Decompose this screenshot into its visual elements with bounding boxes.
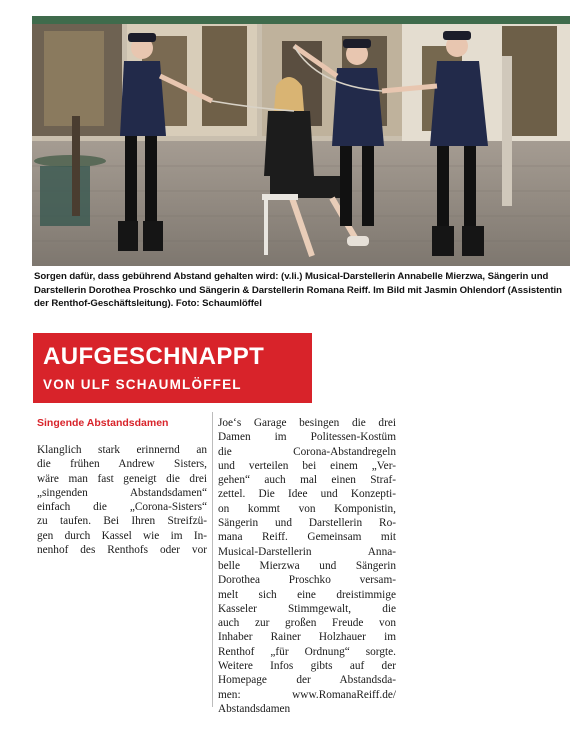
article-line: belle Mierzwa und Sängerin [218, 559, 396, 572]
article-line: Sängerin und Darstellerin Ro- [218, 517, 396, 530]
caption-text: Sorgen dafür, dass gebührend Abstand gehalten wird: (v.li.) Musical-Darstellerin Annabelle Mierzwa, Sängerin und Darstellerin Dorothea Proschko und Sängerin & Darstellerin Romana Reiff. Im Bild mit Jasmin Ohlendorf (Assistentin der Renthof-Geschäftsleitung). [34, 271, 562, 309]
article-line: Musical-Darstellerin Anna- [218, 545, 396, 558]
article-line: wäre man fast geneigt die drei [37, 472, 207, 485]
article-line: nenhof des Renthofs oder vor [37, 544, 207, 557]
article-line: die Corona-Abstandregeln [218, 445, 396, 458]
article-line: Abstandsdamen [218, 702, 291, 715]
article-line: Klanglich stark erinnernd an [37, 444, 207, 456]
article-line: Damen im Politessen-Kostüm [218, 431, 396, 444]
photo-caption [34, 270, 572, 311]
article-line: Dorothea Proschko versam- [218, 574, 396, 587]
column-banner [33, 333, 312, 403]
article-line: Homepage der Abstandsda- [218, 674, 396, 687]
banner-author: VON ULF SCHAUMLÖFFEL [43, 377, 242, 392]
article-line: gen durch Kassel wie im In- [37, 529, 207, 542]
article-line: gehen“ auch mal einen Straf- [218, 474, 396, 487]
article-line: Inhaber Rainer Holzhauer im [218, 631, 396, 644]
article-line: Weitere Infos gibts auf der [218, 660, 396, 673]
article-line: zu taufen. Bei Ihren Streifzü- [37, 515, 207, 528]
article-line: die frühen Andrew Sisters, [37, 458, 207, 471]
article-line: Kasseler Stimmgewalt, die [218, 602, 396, 615]
article-column-1 [37, 443, 207, 557]
article-line: zettel. Die Idee und Konzepti- [218, 488, 396, 501]
article-line: Joe‘s Garage besingen die drei [218, 417, 396, 429]
banner-title: AUFGESCHNAPPT [43, 343, 265, 370]
article-line: einfach die „Corona-Sisters“ [37, 501, 207, 514]
article-line: on kommt von Komponistin, [218, 502, 396, 515]
article-kicker: Singende Abstandsdamen [37, 417, 169, 429]
article-line: Renthof „für Ordnung“ sorgte. [218, 645, 396, 658]
photo-credit: Foto: Schaumlöffel [175, 298, 262, 309]
photo-illustration [32, 16, 570, 266]
column-divider [212, 412, 213, 707]
article-line: melt sich eine dreistimmige [218, 588, 396, 601]
article-line: men: www.RomanaReiff.de/ [218, 688, 396, 701]
article-photo [32, 16, 570, 266]
article-column-2 [218, 416, 396, 716]
article-line: mana Reiff. Gemeinsam mit [218, 531, 396, 544]
article-line: „singenden Abstandsdamen“ [37, 486, 207, 499]
article-line: und verteilen bei einem „Ver- [218, 459, 396, 472]
article-line: auch zur großen Freude von [218, 617, 396, 630]
